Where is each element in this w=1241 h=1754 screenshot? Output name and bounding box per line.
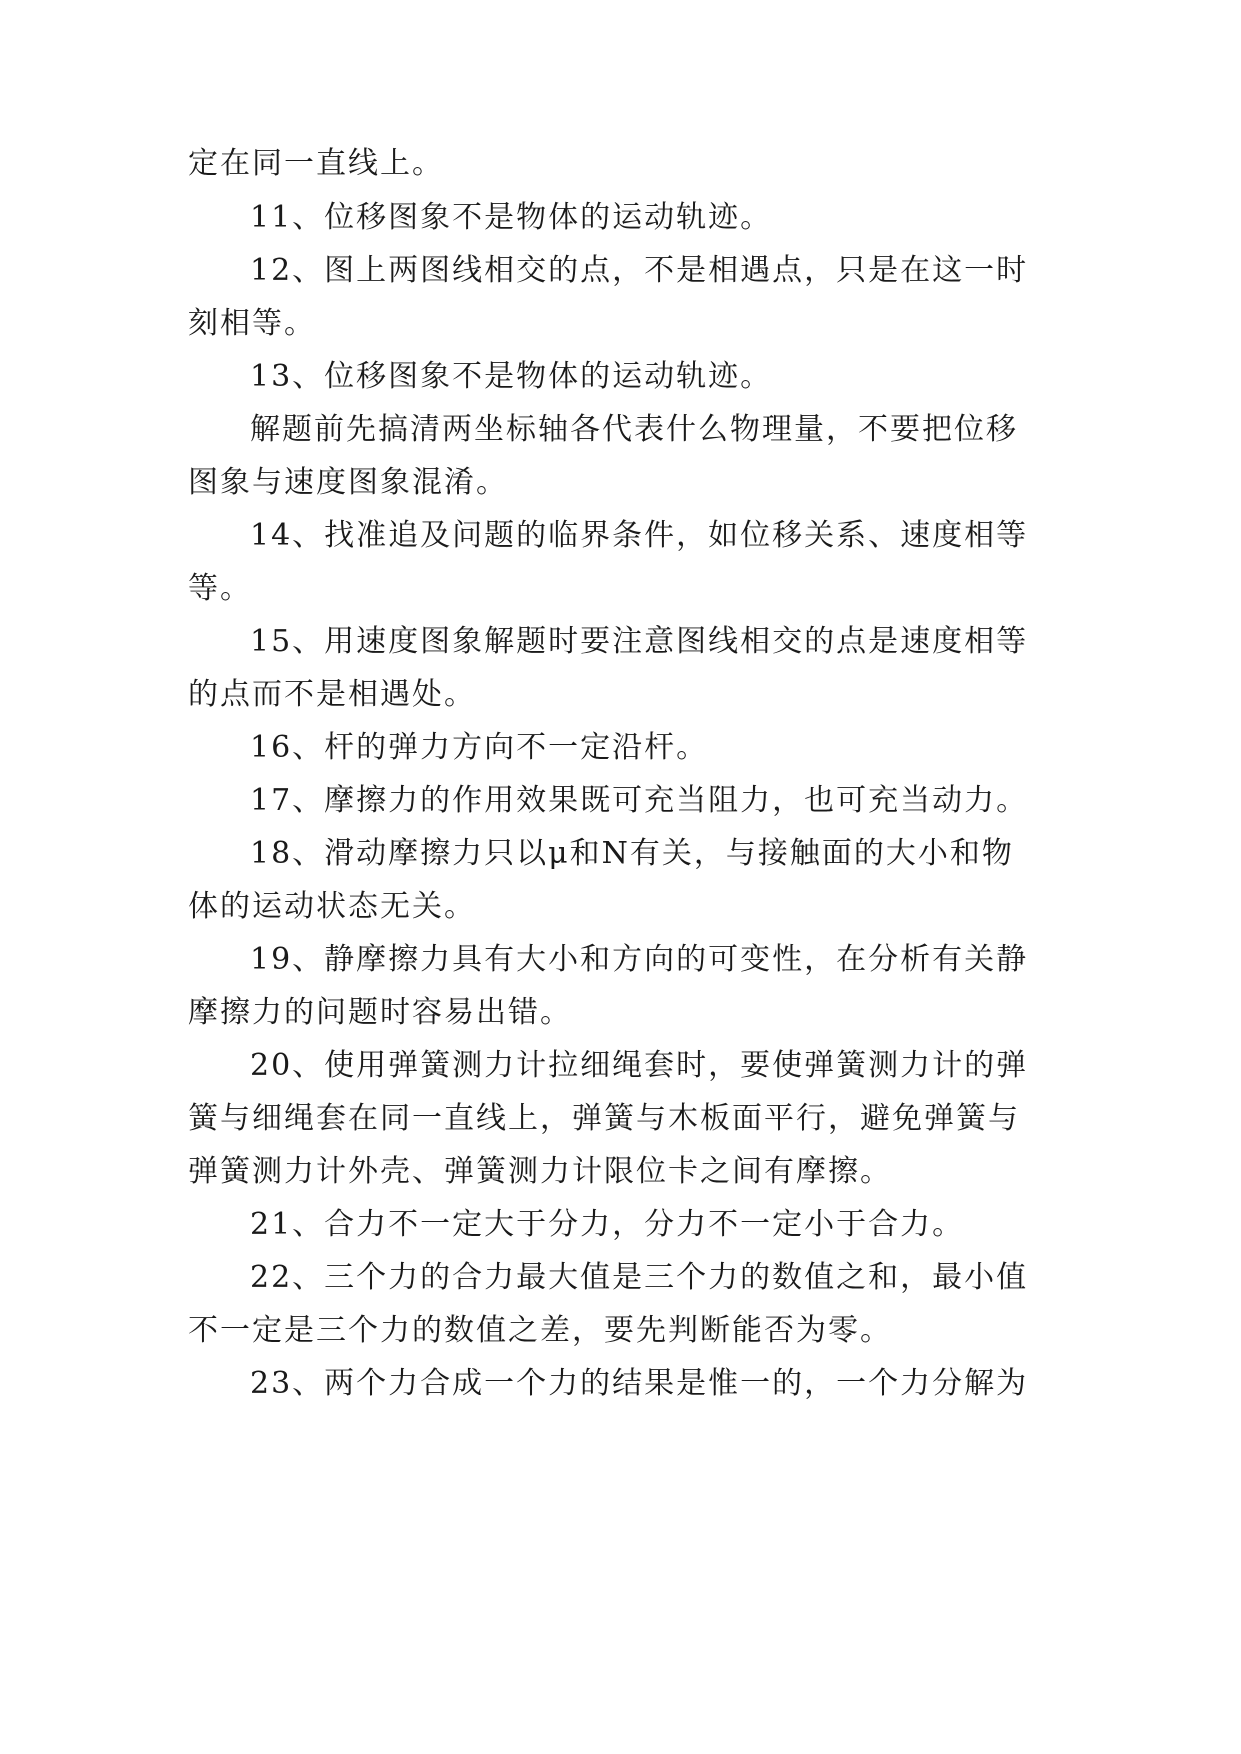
- text-line: 的点而不是相遇处。: [188, 677, 476, 712]
- text-line: 11、位移图象不是物体的运动轨迹。: [250, 200, 773, 235]
- text-line: 解题前先搞清两坐标轴各代表什么物理量，不要把位移: [250, 412, 1018, 447]
- text-line: 18、滑动摩擦力只以μ和N有关，与接触面的大小和物: [250, 836, 1014, 871]
- text-line: 16、杆的弹力方向不一定沿杆。: [250, 730, 709, 765]
- text-line: 17、摩擦力的作用效果既可充当阻力，也可充当动力。: [250, 783, 1029, 818]
- text-line: 19、静摩擦力具有大小和方向的可变性，在分析有关静: [250, 942, 1029, 977]
- text-line: 12、图上两图线相交的点，不是相遇点，只是在这一时: [250, 253, 1029, 288]
- text-line: 图象与速度图象混淆。: [188, 465, 508, 500]
- text-line: 摩擦力的问题时容易出错。: [188, 995, 572, 1030]
- text-line: 体的运动状态无关。: [188, 889, 476, 924]
- text-line: 15、用速度图象解题时要注意图线相交的点是速度相等: [250, 624, 1029, 659]
- text-line: 刻相等。: [188, 306, 316, 341]
- text-line: 等。: [188, 571, 252, 606]
- text-line: 14、找准追及问题的临界条件，如位移关系、速度相等: [250, 518, 1029, 553]
- text-line: 弹簧测力计外壳、弹簧测力计限位卡之间有摩擦。: [188, 1154, 892, 1189]
- text-line: 13、位移图象不是物体的运动轨迹。: [250, 359, 773, 394]
- text-line: 23、两个力合成一个力的结果是惟一的，一个力分解为: [250, 1366, 1029, 1401]
- text-line: 21、合力不一定大于分力，分力不一定小于合力。: [250, 1207, 965, 1242]
- text-line: 22、三个力的合力最大值是三个力的数值之和，最小值: [250, 1260, 1029, 1295]
- text-line: 簧与细绳套在同一直线上，弹簧与木板面平行，避免弹簧与: [188, 1101, 1020, 1136]
- text-line: 不一定是三个力的数值之差，要先判断能否为零。: [188, 1313, 892, 1348]
- text-line: 定在同一直线上。: [188, 146, 444, 181]
- text-line: 20、使用弹簧测力计拉细绳套时，要使弹簧测力计的弹: [250, 1048, 1029, 1083]
